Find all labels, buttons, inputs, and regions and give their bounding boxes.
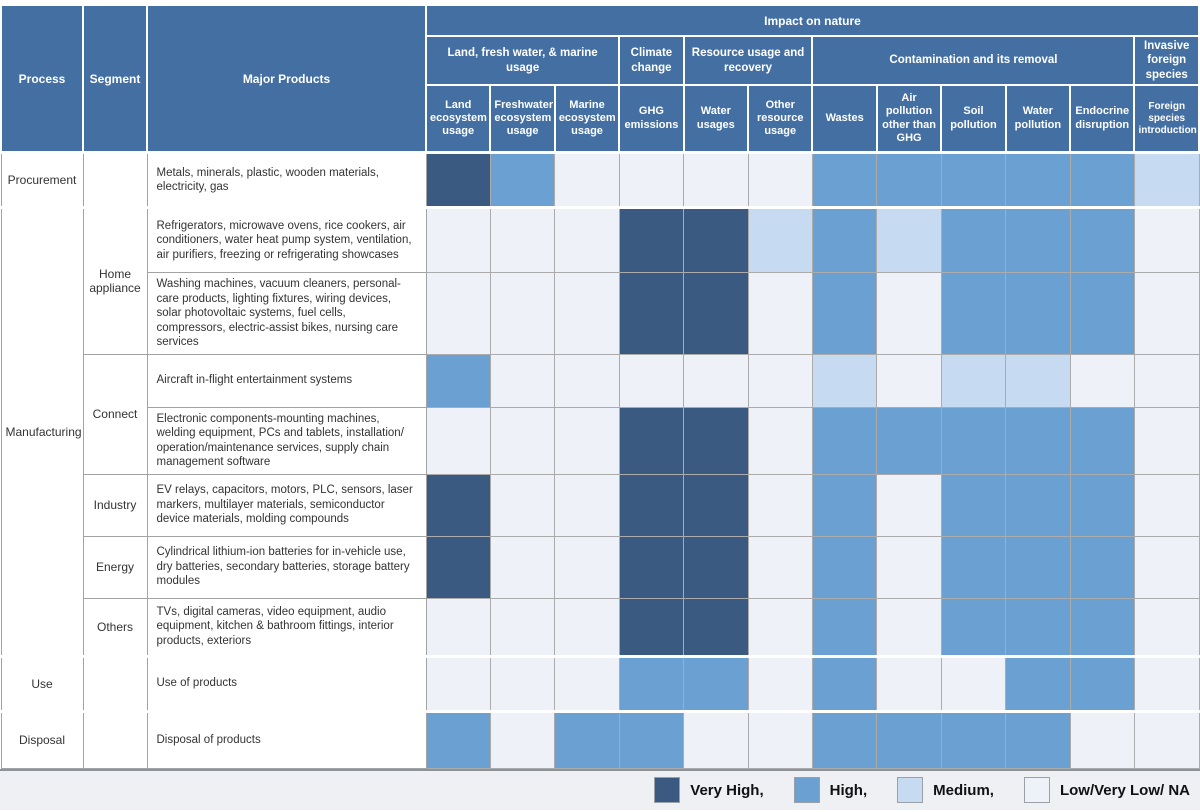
segment-column-header: Segment [83,5,147,153]
impact-cell [1070,153,1134,208]
column-header: Freshwater ecosystem usage [490,85,554,153]
legend-label: Very High, [690,781,764,799]
impact-cell [619,208,683,273]
impact-cell [1134,354,1199,407]
impact-cell [426,208,490,273]
impact-cell [684,536,748,598]
column-header: Soil pollution [941,85,1005,153]
segment-cell: Energy [83,536,147,598]
impact-cell [1070,536,1134,598]
group-header-contamination: Contamination and its removal [812,36,1134,85]
impact-cell [812,536,876,598]
segment-cell [83,656,147,711]
impact-cell [1134,656,1199,711]
process-cell: Use [1,656,83,711]
impact-cell [812,598,876,656]
column-header: Marine ecosystem usage [555,85,619,153]
impact-cell [555,711,619,768]
impact-matrix-table [0,4,1200,769]
impact-cell [684,656,748,711]
impact-cell [426,407,490,474]
impact-cell [684,208,748,273]
impact-cell [941,474,1005,536]
impact-cell [1134,536,1199,598]
impact-cell [877,407,941,474]
impact-cell [941,153,1005,208]
legend-item [794,777,868,803]
impact-cell [812,656,876,711]
impact-cell [490,153,554,208]
impact-cell [684,273,748,354]
impact-cell [812,474,876,536]
impact-cell [555,536,619,598]
impact-cell [1070,208,1134,273]
impact-cell [941,273,1005,354]
impact-cell [426,656,490,711]
impact-cell [877,598,941,656]
impact-cell [619,536,683,598]
impact-cell [1006,273,1070,354]
products-cell: Refrigerators, microwave ovens, rice cookers, air conditioners, water heat pump system, ventilation, air purifiers, freezing or refrigerating showcases [147,208,426,273]
products-cell: Electronic components-mounting machines, welding equipment, PCs and tablets, installation/ operation/maintenance services, supply chain management software [147,407,426,474]
impact-cell [1134,711,1199,768]
column-header: Endocrine disruption [1070,85,1134,153]
impact-cell [877,711,941,768]
impact-cell [619,354,683,407]
segment-cell [83,711,147,768]
legend [0,769,1200,810]
products-cell: Metals, minerals, plastic, wooden materials, electricity, gas [147,153,426,208]
process-cell: Procurement [1,153,83,208]
legend-swatch-very-high [654,777,680,803]
impact-cell [941,598,1005,656]
impact-cell [555,656,619,711]
impact-cell [490,407,554,474]
impact-cell [1006,354,1070,407]
column-header: Water pollution [1006,85,1070,153]
segment-cell: Home appliance [83,208,147,354]
impact-cell [1134,273,1199,354]
impact-cell [619,153,683,208]
impact-title: Impact on nature [426,5,1199,36]
legend-label: High, [829,781,868,799]
impact-cell [1070,656,1134,711]
impact-cell [555,407,619,474]
impact-cell [941,711,1005,768]
impact-cell [684,711,748,768]
impact-cell [812,153,876,208]
impact-cell [619,711,683,768]
impact-cell [748,536,812,598]
impact-cell [490,354,554,407]
legend-swatch-low [1024,777,1050,803]
products-cell: Use of products [147,656,426,711]
impact-cell [555,474,619,536]
impact-cell [426,711,490,768]
impact-cell [1006,536,1070,598]
impact-cell [490,474,554,536]
impact-cell [877,354,941,407]
impact-cell [812,273,876,354]
impact-cell [490,598,554,656]
impact-cell [1070,354,1134,407]
table-header [1,5,1199,153]
impact-cell [748,208,812,273]
impact-cell [426,598,490,656]
impact-cell [490,536,554,598]
legend-item [1024,777,1190,803]
impact-cell [1134,208,1199,273]
impact-cell [619,598,683,656]
segment-cell: Others [83,598,147,656]
impact-cell [619,656,683,711]
segment-cell: Connect [83,354,147,474]
impact-cell [555,208,619,273]
products-cell: Washing machines, vacuum cleaners, personal-care products, lighting fixtures, wiring devices, solar photovoltaic systems, fuel cells, compressors, electric-assist bikes, nursing care services [147,273,426,354]
impact-cell [490,711,554,768]
column-header: Wastes [812,85,876,153]
impact-cell [684,354,748,407]
column-header: Air pollution other than GHG [877,85,941,153]
impact-cell [555,598,619,656]
impact-cell [877,656,941,711]
impact-cell [748,711,812,768]
impact-cell [1134,407,1199,474]
impact-cell [555,153,619,208]
impact-cell [877,208,941,273]
column-header: Land ecosystem usage [426,85,490,153]
impact-cell [877,474,941,536]
impact-cell [812,208,876,273]
process-cell: Disposal [1,711,83,768]
impact-cell [1006,656,1070,711]
impact-cell [1134,474,1199,536]
impact-cell [619,273,683,354]
process-column-header: Process [1,5,83,153]
impact-cell [941,536,1005,598]
impact-cell [684,153,748,208]
impact-cell [490,208,554,273]
impact-cell [877,153,941,208]
products-cell: TVs, digital cameras, video equipment, audio equipment, kitchen & bathroom fittings, interior products, exteriors [147,598,426,656]
impact-cell [490,656,554,711]
impact-cell [426,153,490,208]
impact-cell [1006,474,1070,536]
column-header: Water usages [684,85,748,153]
impact-cell [748,273,812,354]
impact-cell [812,354,876,407]
impact-cell [1006,153,1070,208]
products-cell: Aircraft in-flight entertainment systems [147,354,426,407]
impact-cell [1070,474,1134,536]
table-body [1,153,1199,768]
impact-cell [426,536,490,598]
impact-cell [812,711,876,768]
impact-cell [812,407,876,474]
products-cell: Cylindrical lithium-ion batteries for in-vehicle use, dry batteries, secondary batteries, storage battery modules [147,536,426,598]
segment-cell [83,153,147,208]
legend-swatch-high [794,777,820,803]
impact-cell [1134,598,1199,656]
impact-cell [748,656,812,711]
impact-cell [941,208,1005,273]
impact-cell [1006,208,1070,273]
process-cell: Manufacturing [1,208,83,656]
impact-cell [748,407,812,474]
impact-cell [426,474,490,536]
impact-cell [877,273,941,354]
impact-cell [748,354,812,407]
legend-label: Medium, [933,781,994,799]
impact-cell [1134,153,1199,208]
impact-cell [490,273,554,354]
impact-cell [1006,407,1070,474]
impact-cell [748,598,812,656]
impact-cell [1070,598,1134,656]
segment-cell: Industry [83,474,147,536]
group-header-resource-usage: Resource usage and recovery [684,36,813,85]
column-header: GHG emissions [619,85,683,153]
group-header-climate-change: Climate change [619,36,683,85]
impact-cell [619,474,683,536]
impact-cell [748,474,812,536]
impact-cell [941,407,1005,474]
impact-cell [619,407,683,474]
impact-cell [684,474,748,536]
impact-cell [555,354,619,407]
impact-cell [1070,407,1134,474]
group-header-invasive-species: Invasive foreign species [1134,36,1199,85]
impact-cell [941,354,1005,407]
products-column-header: Major Products [147,5,426,153]
impact-cell [877,536,941,598]
impact-cell [426,273,490,354]
products-cell: EV relays, capacitors, motors, PLC, sensors, laser markers, multilayer materials, semiconductor device materials, molding compounds [147,474,426,536]
column-header: Other resource usage [748,85,812,153]
column-header: Foreign species introduction [1134,85,1199,153]
impact-cell [1006,711,1070,768]
impact-cell [1070,711,1134,768]
group-header-land-water-marine: Land, fresh water, & marine usage [426,36,619,85]
legend-label: Low/Very Low/ NA [1059,781,1190,799]
impact-cell [941,656,1005,711]
impact-cell [748,153,812,208]
legend-item [654,777,763,803]
impact-cell [1070,273,1134,354]
legend-item [897,777,994,803]
impact-cell [555,273,619,354]
impact-cell [426,354,490,407]
legend-swatch-medium [897,777,923,803]
impact-cell [684,407,748,474]
products-cell: Disposal of products [147,711,426,768]
impact-cell [684,598,748,656]
impact-cell [1006,598,1070,656]
